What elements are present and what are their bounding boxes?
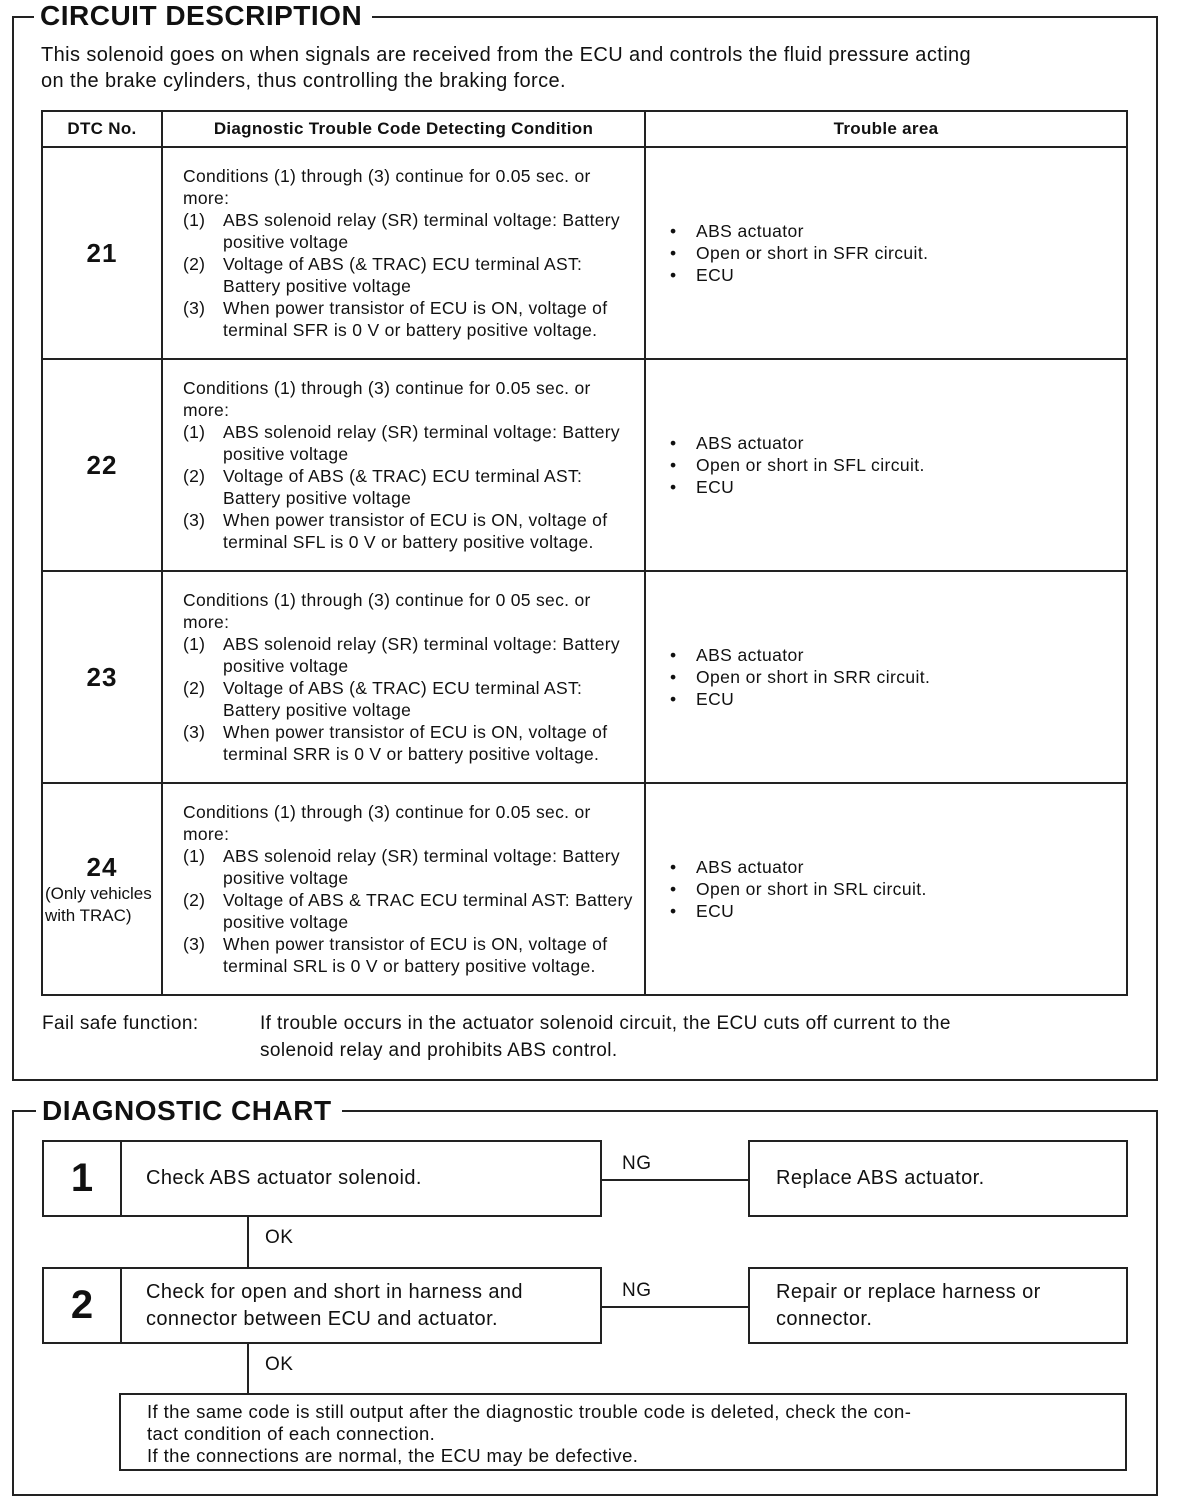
trouble-area-list xyxy=(670,432,1126,498)
trouble-area-list xyxy=(670,644,1126,710)
condition-cell xyxy=(162,571,645,783)
step-2-box xyxy=(42,1267,602,1344)
step-1-box xyxy=(42,1140,602,1217)
step-2-text xyxy=(146,1269,590,1342)
condition-lead: Conditions (1) through (3) continue for 0 05 sec. or more: xyxy=(183,590,591,632)
dtc-code-cell xyxy=(42,359,162,571)
step-2-ng-connector xyxy=(602,1306,748,1308)
step-1-number: 1 xyxy=(44,1142,122,1215)
condition-lead: Conditions (1) through (3) continue for 0.05 sec. or more: xyxy=(183,378,591,420)
condition-text: Voltage of ABS (& TRAC) ECU terminal AST: Battery positive voltage xyxy=(223,254,583,296)
final-line: If the connections are normal, the ECU may be defective. xyxy=(147,1445,639,1466)
table-row xyxy=(42,359,1127,571)
step-1-text: Check ABS actuator solenoid. xyxy=(146,1167,422,1189)
circuit-description-title: CIRCUIT DESCRIPTION xyxy=(34,0,372,32)
step-1-ng-result: Replace ABS actuator. xyxy=(748,1140,1128,1217)
dtc-code-cell xyxy=(42,147,162,359)
final-instruction-box xyxy=(119,1393,1127,1471)
trouble-area-item: • ABS actuator xyxy=(670,220,1126,242)
condition-number: (3) xyxy=(183,298,206,318)
trouble-area-cell xyxy=(645,783,1127,995)
dtc-code: 23 xyxy=(86,661,118,692)
condition-number: (1) xyxy=(183,846,206,866)
dtc-code: 21 xyxy=(86,237,118,268)
condition-text: When power transistor of ECU is ON, voltage of terminal SFL is 0 V or battery positive voltage. xyxy=(223,510,608,552)
condition-item xyxy=(183,209,634,253)
trouble-area-item: • ECU xyxy=(670,688,1126,710)
fail-safe-line: If trouble occurs in the actuator solenoid circuit, the ECU cuts off current to the xyxy=(260,1013,951,1034)
dtc-code: 22 xyxy=(86,449,118,480)
condition-item xyxy=(183,253,634,297)
condition-text: When power transistor of ECU is ON, voltage of terminal SRL is 0 V or battery positive voltage. xyxy=(223,934,608,976)
table-row xyxy=(42,147,1127,359)
condition-text: ABS solenoid relay (SR) terminal voltage: Battery positive voltage xyxy=(223,422,620,464)
trouble-area-item: • Open or short in SRR circuit. xyxy=(670,666,1126,688)
dtc-code-cell xyxy=(42,571,162,783)
fail-safe-text xyxy=(260,1010,1142,1064)
step-2-ng-result xyxy=(748,1267,1128,1344)
diagnostic-chart-title: DIAGNOSTIC CHART xyxy=(36,1095,342,1127)
header-condition: Diagnostic Trouble Code Detecting Condition xyxy=(162,111,645,147)
condition-item xyxy=(183,677,634,721)
condition-number: (3) xyxy=(183,722,206,742)
condition-number: (2) xyxy=(183,466,206,486)
condition-text: When power transistor of ECU is ON, voltage of terminal SRR is 0 V or battery positive voltage. xyxy=(223,722,608,764)
dtc-code-note: (Only vehicles with TRAC) xyxy=(45,883,152,925)
condition-number: (3) xyxy=(183,934,206,954)
trouble-area-item: • ECU xyxy=(670,264,1126,286)
condition-number: (2) xyxy=(183,254,206,274)
step-1-ok-label: OK xyxy=(265,1227,294,1248)
trouble-area-cell xyxy=(645,571,1127,783)
condition-cell xyxy=(162,783,645,995)
trouble-area-item: • ECU xyxy=(670,476,1126,498)
step-2-number: 2 xyxy=(44,1269,122,1342)
header-dtc-no: DTC No. xyxy=(42,111,162,147)
condition-item xyxy=(183,509,634,553)
trouble-area-list xyxy=(670,220,1126,286)
trouble-area-item: • ABS actuator xyxy=(670,856,1126,878)
step-2-text-line: connector between ECU and actuator. xyxy=(146,1307,498,1330)
condition-cell xyxy=(162,147,645,359)
table-row xyxy=(42,571,1127,783)
intro-line: on the brake cylinders, thus controlling the braking force. xyxy=(41,70,566,92)
condition-text: Voltage of ABS (& TRAC) ECU terminal AST: Battery positive voltage xyxy=(223,678,583,720)
trouble-area-item: • ABS actuator xyxy=(670,432,1126,454)
fail-safe-line: solenoid relay and prohibits ABS control. xyxy=(260,1040,618,1061)
step-2-ng-result-line: connector. xyxy=(776,1307,873,1330)
condition-item xyxy=(183,889,634,933)
condition-text: When power transistor of ECU is ON, voltage of terminal SFR is 0 V or battery positive voltage. xyxy=(223,298,608,340)
table-header-row xyxy=(42,111,1127,147)
condition-item xyxy=(183,297,634,341)
step-1-ng-label: NG xyxy=(622,1153,652,1174)
trouble-area-item: • Open or short in SRL circuit. xyxy=(670,878,1126,900)
fail-safe-label: Fail safe function: xyxy=(42,1013,199,1034)
condition-item xyxy=(183,845,634,889)
step-2-ok-connector xyxy=(247,1344,249,1394)
title-rule xyxy=(344,1110,1156,1112)
intro-line: This solenoid goes on when signals are received from the ECU and controls the fluid pressure acting xyxy=(41,44,972,66)
step-2-ok-label: OK xyxy=(265,1354,294,1375)
condition-item xyxy=(183,465,634,509)
condition-number: (2) xyxy=(183,678,206,698)
step-2-ng-label: NG xyxy=(622,1280,652,1301)
condition-lead: Conditions (1) through (3) continue for 0.05 sec. or more: xyxy=(183,802,591,844)
condition-text: ABS solenoid relay (SR) terminal voltage: Battery positive voltage xyxy=(223,634,620,676)
condition-item xyxy=(183,721,634,765)
trouble-area-list xyxy=(670,856,1126,922)
header-trouble-area: Trouble area xyxy=(645,111,1127,147)
condition-number: (1) xyxy=(183,422,206,442)
step-2-ng-result-line: Repair or replace harness or xyxy=(776,1280,1041,1303)
final-line: If the same code is still output after the diagnostic trouble code is deleted, check the con- xyxy=(147,1401,912,1422)
trouble-area-item: • Open or short in SFR circuit. xyxy=(670,242,1126,264)
dtc-code: 24 xyxy=(86,851,118,882)
condition-item xyxy=(183,933,634,977)
final-line: tact condition of each connection. xyxy=(147,1423,436,1444)
dtc-table xyxy=(41,110,1128,996)
trouble-area-cell xyxy=(645,359,1127,571)
condition-text: Voltage of ABS (& TRAC) ECU terminal AST: Battery positive voltage xyxy=(223,466,583,508)
title-rule xyxy=(374,16,1156,18)
condition-number: (3) xyxy=(183,510,206,530)
condition-cell xyxy=(162,359,645,571)
condition-text: Voltage of ABS & TRAC ECU terminal AST: Battery positive voltage xyxy=(223,890,633,932)
trouble-area-item: • ECU xyxy=(670,900,1126,922)
trouble-area-item: • Open or short in SFL circuit. xyxy=(670,454,1126,476)
trouble-area-item: • ABS actuator xyxy=(670,644,1126,666)
condition-number: (1) xyxy=(183,634,206,654)
dtc-code-cell xyxy=(42,783,162,995)
condition-item xyxy=(183,421,634,465)
condition-number: (2) xyxy=(183,890,206,910)
fail-safe-function xyxy=(42,1010,1142,1064)
step-1-ng-connector xyxy=(602,1179,748,1181)
step-1-ok-connector xyxy=(247,1217,249,1267)
condition-text: ABS solenoid relay (SR) terminal voltage: Battery positive voltage xyxy=(223,210,620,252)
condition-item xyxy=(183,633,634,677)
condition-text: ABS solenoid relay (SR) terminal voltage: Battery positive voltage xyxy=(223,846,620,888)
circuit-description-text xyxy=(41,42,1141,94)
condition-number: (1) xyxy=(183,210,206,230)
table-row xyxy=(42,783,1127,995)
step-2-text-line: Check for open and short in harness and xyxy=(146,1280,523,1303)
trouble-area-cell xyxy=(645,147,1127,359)
condition-lead: Conditions (1) through (3) continue for 0.05 sec. or more: xyxy=(183,166,591,208)
